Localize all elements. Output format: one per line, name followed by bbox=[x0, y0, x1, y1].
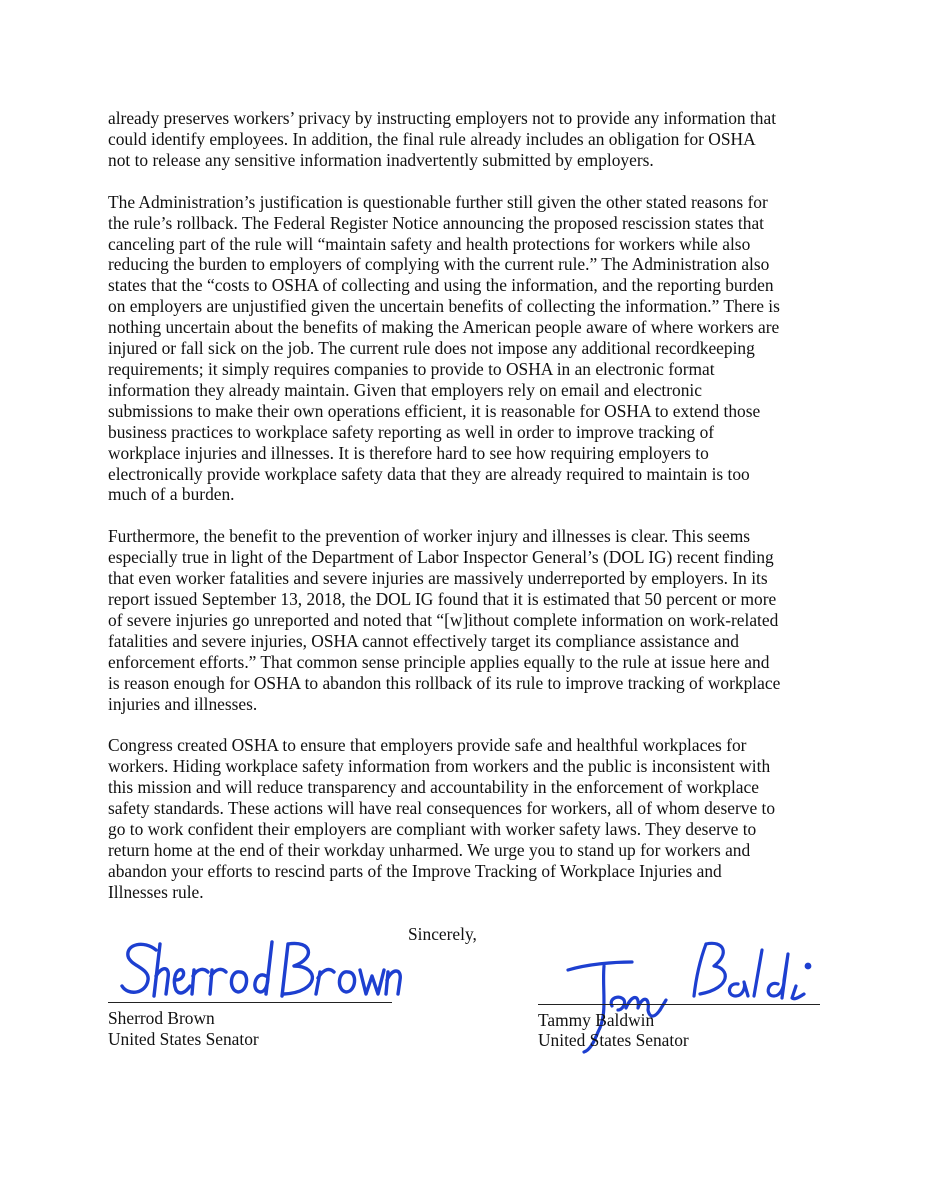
letter-body bbox=[108, 108, 838, 924]
signatory-name: Sherrod Brown bbox=[108, 1008, 215, 1028]
text-line: requirements; it simply requires companies to provide to OSHA in an electronic format bbox=[108, 358, 715, 379]
text-line: enforcement efforts.” That common sense principle applies equally to the rule at issue here and bbox=[108, 651, 770, 672]
text-line: of severe injuries go unreported and noted that “[w]ithout complete information on work-related bbox=[108, 609, 779, 630]
signatory-title: United States Senator bbox=[108, 1029, 259, 1049]
text-line: submissions to make their own operations efficient, it is reasonable for OSHA to extend those bbox=[108, 400, 761, 421]
paragraph-justification bbox=[108, 192, 838, 506]
text-line: canceling part of the rule will “maintain safety and health protections for workers while also bbox=[108, 233, 751, 254]
text-line: Furthermore, the benefit to the prevention of worker injury and illnesses is clear. This seems bbox=[108, 526, 751, 547]
text-line: The Administration’s justification is questionable further still given the other stated reasons for bbox=[108, 191, 768, 212]
text-line: safety standards. These actions will have real consequences for workers, all of whom deserve to bbox=[108, 798, 776, 819]
paragraph-benefit bbox=[108, 526, 838, 714]
paragraph-privacy bbox=[108, 108, 838, 171]
text-line: go to work confident their employers are compliant with worker safety laws. They deserve to bbox=[108, 819, 757, 840]
text-line: could identify employees. In addition, the final rule already includes an obligation for OSHA bbox=[108, 128, 756, 149]
signature-line bbox=[538, 1004, 820, 1005]
text-line: workers. Hiding workplace safety information from workers and the public is inconsistent with bbox=[108, 756, 771, 777]
text-line: states that the “costs to OSHA of collecting and using the information, and the reporting burden bbox=[108, 275, 774, 296]
text-line: Congress created OSHA to ensure that employers provide safe and healthful workplaces for bbox=[108, 735, 747, 756]
text-line: nothing uncertain about the benefits of making the American people aware of where workers are bbox=[108, 317, 780, 338]
text-line: information they already maintain. Given that employers rely on email and electronic bbox=[108, 379, 702, 400]
paragraph-congress bbox=[108, 735, 838, 902]
text-line: return home at the end of their workday unharmed. We urge you to stand up for workers and bbox=[108, 840, 751, 860]
text-line: this mission and will reduce transparency and accountability in the enforcement of workplace bbox=[108, 777, 759, 798]
text-line: injuries and illnesses. bbox=[108, 693, 258, 714]
text-line: on employers are unjustified given the uncertain benefits of collecting the information.” There is bbox=[108, 296, 780, 317]
text-line: workplace injuries and illnesses. It is therefore hard to see how requiring employers to bbox=[108, 442, 709, 463]
text-line: business practices to workplace safety reporting as well in order to improve tracking of bbox=[108, 421, 715, 442]
signature-line bbox=[108, 1002, 392, 1003]
handwritten-signature-brown bbox=[116, 936, 406, 1016]
text-line: Illnesses rule. bbox=[108, 881, 204, 902]
signatory-name: Tammy Baldwin bbox=[538, 1010, 655, 1030]
text-line: abandon your efforts to rescind parts of the Improve Tracking of Workplace Injuries and bbox=[108, 860, 722, 881]
closing-salutation: Sincerely, bbox=[408, 924, 477, 944]
signatory-title: United States Senator bbox=[538, 1030, 689, 1050]
text-line: not to release any sensitive information inadvertently submitted by employers. bbox=[108, 149, 654, 170]
text-line: already preserves workers’ privacy by instructing employers not to provide any information that bbox=[108, 108, 777, 128]
text-line: especially true in light of the Department of Labor Inspector General’s (DOL IG) recent finding bbox=[108, 547, 774, 568]
text-line: injured or fall sick on the job. The current rule does not impose any additional recordkeeping bbox=[108, 338, 755, 359]
text-line: report issued September 13, 2018, the DOL IG found that it is estimated that 50 percent or more bbox=[108, 589, 777, 610]
text-line: much of a burden. bbox=[108, 484, 235, 505]
text-line: the rule’s rollback. The Federal Register Notice announcing the proposed rescission states that bbox=[108, 212, 764, 233]
text-line: is reason enough for OSHA to abandon this rollback of its rule to improve tracking of workplace bbox=[108, 672, 781, 693]
text-line: reducing the burden to employers of complying with the current rule.” The Administration also bbox=[108, 254, 770, 275]
text-line: fatalities and severe injuries, OSHA cannot effectively target its compliance assistance and bbox=[108, 630, 740, 651]
text-line: electronically provide workplace safety data that they are already required to maintain is too bbox=[108, 463, 750, 484]
text-line: that even worker fatalities and severe injuries are massively underreported by employers. In its bbox=[108, 568, 768, 589]
